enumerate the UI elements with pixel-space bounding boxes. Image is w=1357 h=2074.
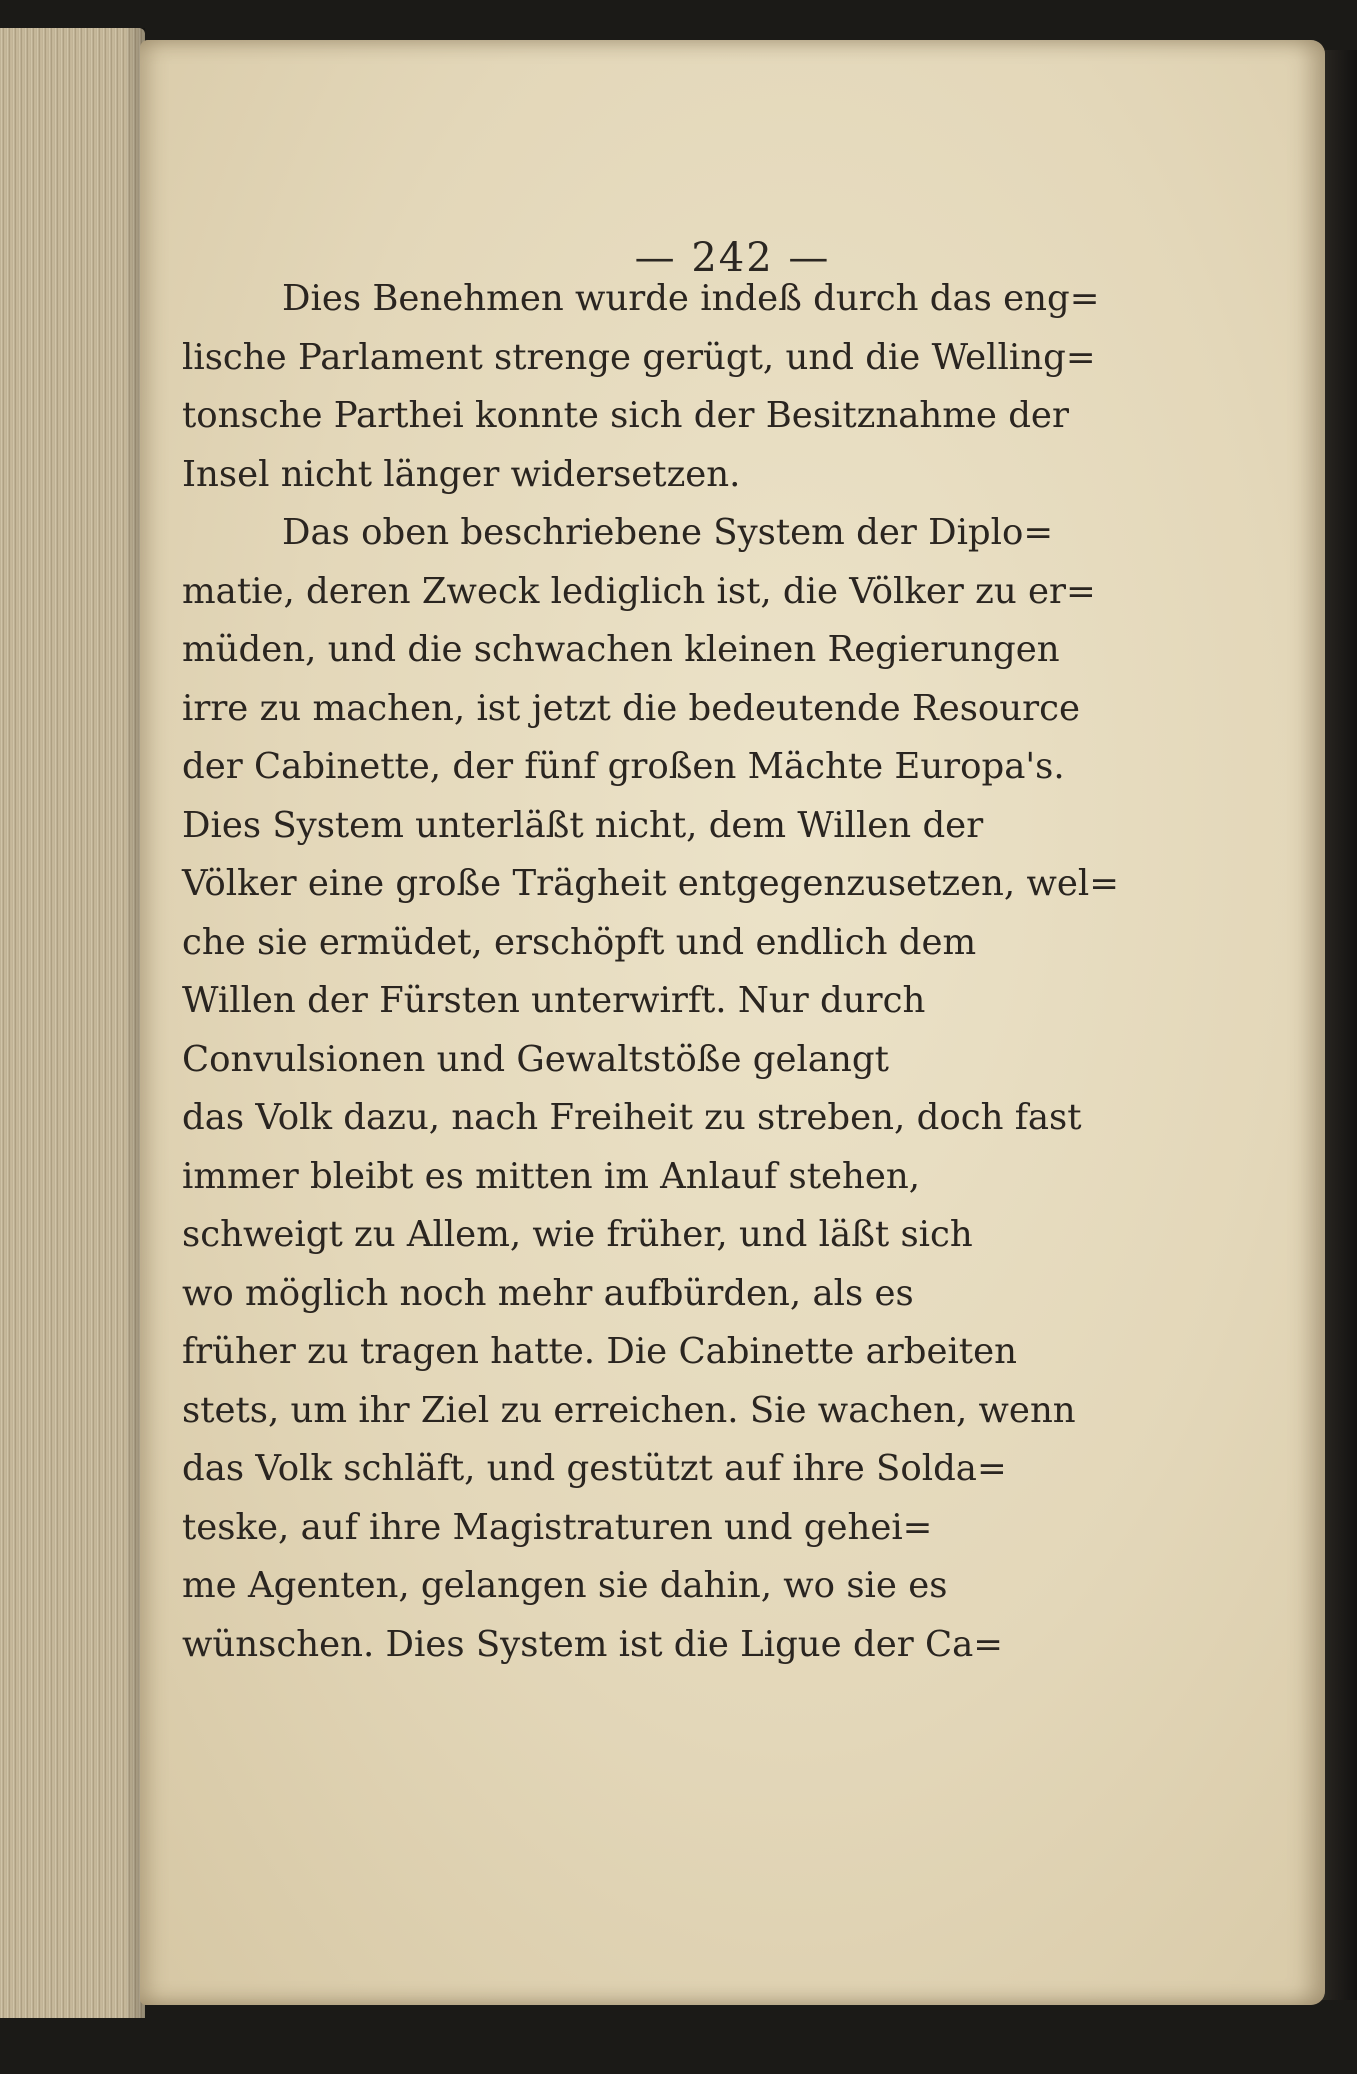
text-line: che sie ermüdet, erschöpft und endlich dem — [182, 921, 977, 963]
text-line: tonsche Parthei konnte sich der Besitznahme der — [182, 395, 1069, 436]
text-line: matie, deren Zweck lediglich ist, die Völker zu er= — [182, 570, 1096, 612]
text-line: Dies Benehmen wurde indeß durch das eng= — [282, 278, 1100, 319]
text-line: schweigt zu Allem, wie früher, und läßt sich — [182, 1214, 973, 1255]
binding-shadow — [1322, 50, 1357, 2000]
text-line: Das oben beschriebene System der Diplo= — [282, 512, 1054, 553]
text-line: müden, und die schwachen kleinen Regierungen — [182, 629, 1060, 670]
paragraph-2 — [182, 504, 1222, 1674]
text-line: Insel nicht länger widersetzen. — [182, 453, 741, 495]
body-text — [182, 270, 1222, 1674]
text-line: Convulsionen und Gewaltstöße gelangt — [182, 1038, 889, 1080]
paragraph-1 — [182, 270, 1222, 504]
text-line: das Volk schläft, und gestützt auf ihre Solda= — [182, 1448, 1007, 1489]
text-line: das Volk dazu, nach Freiheit zu streben, doch fast — [182, 1097, 1082, 1138]
text-line: wo möglich noch mehr aufbürden, als es — [182, 1272, 914, 1314]
text-line: wünschen. Dies System ist die Ligue der Ca= — [182, 1623, 1004, 1665]
text-line: immer bleibt es mitten im Anlauf stehen, — [182, 1155, 920, 1197]
text-line: der Cabinette, der fünf großen Mächte Europa's. — [182, 746, 1065, 787]
text-line: me Agenten, gelangen sie dahin, wo sie es — [182, 1565, 948, 1606]
text-line: früher zu tragen hatte. Die Cabinette arbeiten — [182, 1331, 1017, 1372]
page-number: — 242 — — [634, 235, 831, 281]
text-line: Völker eine große Trägheit entgegenzusetzen, wel= — [182, 863, 1119, 904]
page-stack-edges — [0, 28, 145, 2018]
text-line: Willen der Fürsten unterwirft. Nur durch — [182, 980, 926, 1021]
text-line: Dies System unterläßt nicht, dem Willen der — [182, 804, 984, 846]
text-line: irre zu machen, ist jetzt die bedeutende Resource — [182, 687, 1081, 729]
text-line: teske, auf ihre Magistraturen und gehei= — [182, 1506, 933, 1548]
text-line: stets, um ihr Ziel zu erreichen. Sie wachen, wenn — [182, 1389, 1076, 1431]
text-line: lische Parlament strenge gerügt, und die Welling= — [182, 336, 1096, 378]
